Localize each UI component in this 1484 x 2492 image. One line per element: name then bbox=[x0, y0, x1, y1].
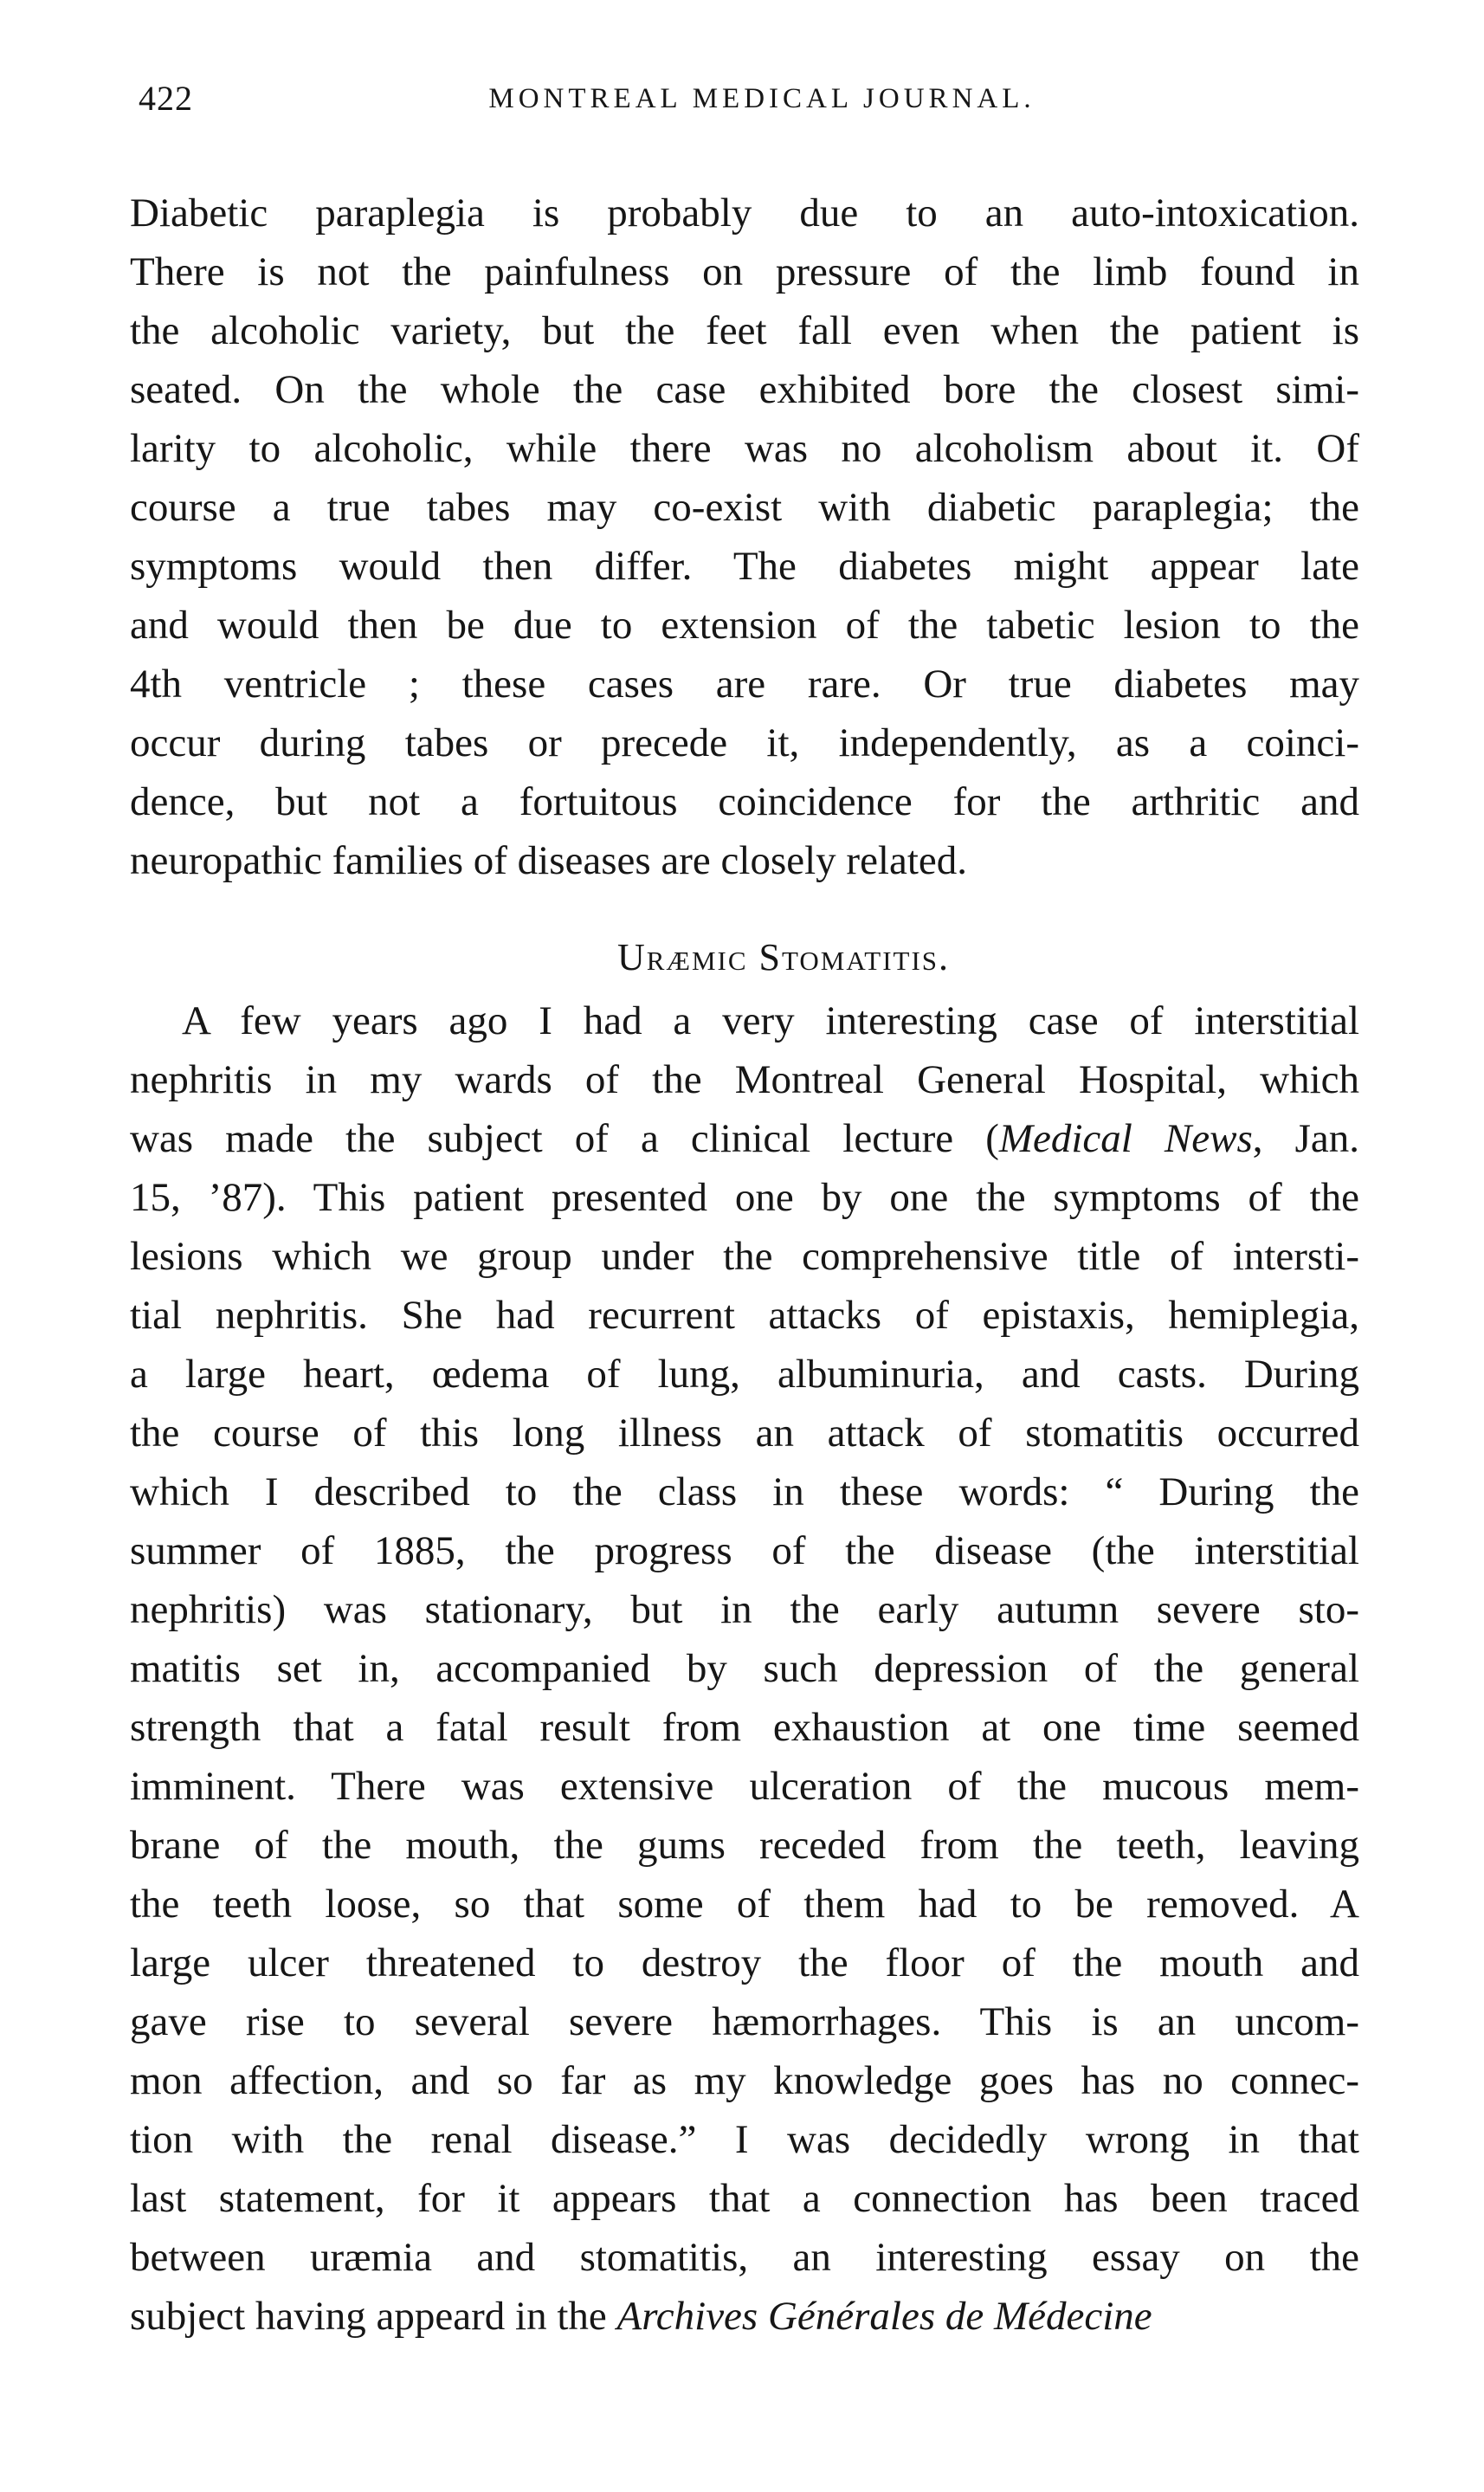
text-line: summer of 1885, the progress of the disease (the interstitial bbox=[130, 1528, 1359, 1573]
text-segment: , Jan. bbox=[1252, 1116, 1360, 1161]
page bbox=[130, 69, 1359, 2346]
text-line: 15, ’87). This patient presented one by one the symptoms of the bbox=[130, 1175, 1359, 1220]
text-line: tial nephritis. She had recurrent attacks of epistaxis, hemiplegia, bbox=[130, 1293, 1359, 1338]
running-head bbox=[130, 69, 1359, 130]
text-line: A few years ago I had a very interesting case of interstitial bbox=[182, 998, 1359, 1043]
text-line: large ulcer threatened to destroy the floor of the mouth and bbox=[130, 1940, 1359, 1985]
text-line: lesions which we group under the comprehensive title of intersti- bbox=[130, 1234, 1359, 1279]
text-line: between uræmia and stomatitis, an interesting essay on the bbox=[130, 2235, 1359, 2280]
text-segment: subject having appeard in the bbox=[130, 2294, 617, 2339]
text-line: larity to alcoholic, while there was no alcoholism about it. Of bbox=[130, 426, 1359, 471]
text-line: neuropathic families of diseases are closely related. bbox=[130, 838, 968, 883]
text-segment: was made the subject of a clinical lecture ( bbox=[130, 1116, 999, 1161]
text-line: seated. On the whole the case exhibited bore the closest simi- bbox=[130, 367, 1359, 412]
text-line: nephritis in my wards of the Montreal General Hospital, which bbox=[130, 1057, 1359, 1102]
text-line: the alcoholic variety, but the feet fall even when the patient is bbox=[130, 308, 1359, 353]
text-line: symptoms would then differ. The diabetes might appear late bbox=[130, 544, 1359, 589]
text-line: the teeth loose, so that some of them had to be removed. A bbox=[130, 1882, 1359, 1927]
page-number: 422 bbox=[139, 79, 193, 118]
text-line: occur during tabes or precede it, independently, as a coinci- bbox=[130, 720, 1359, 765]
text-line: dence, but not a fortuitous coincidence for the arthritic and bbox=[130, 779, 1359, 824]
paragraph-uraemic-stomatitis bbox=[130, 991, 1359, 2346]
text-line: matitis set in, accompanied by such depression of the general bbox=[130, 1646, 1359, 1691]
text-line: the course of this long illness an attack of stomatitis occurred bbox=[130, 1411, 1359, 1456]
text-line: which I described to the class in these words: “ During the bbox=[130, 1469, 1359, 1514]
journal-citation: Archives Générales de Médecine bbox=[616, 2294, 1152, 2339]
text-line: nephritis) was stationary, but in the early autumn severe sto- bbox=[130, 1587, 1359, 1632]
paragraph-diabetic-paraplegia bbox=[130, 184, 1359, 890]
text-line: imminent. There was extensive ulceration of the mucous mem- bbox=[130, 1764, 1359, 1809]
text-line-citation bbox=[130, 2287, 1359, 2346]
text-line: course a true tabes may co-exist with diabetic paraplegia; the bbox=[130, 485, 1359, 530]
text-line: last statement, for it appears that a connection has been traced bbox=[130, 2176, 1359, 2221]
section-heading: Uræmic Stomatitis. bbox=[616, 936, 951, 978]
journal-citation: Medical News bbox=[998, 1116, 1253, 1161]
text-line-citation bbox=[130, 1109, 1359, 1168]
text-line: and would then be due to extension of the tabetic lesion to the bbox=[130, 603, 1359, 648]
text-line: There is not the painfulness on pressure of the limb found in bbox=[130, 249, 1359, 294]
text-line: mon affection, and so far as my knowledge goes has no connec- bbox=[130, 2058, 1359, 2103]
journal-title: MONTREAL MEDICAL JOURNAL. bbox=[488, 83, 1036, 114]
text-line: 4th ventricle ; these cases are rare. Or true diabetes may bbox=[130, 662, 1359, 707]
text-line: Diabetic paraplegia is probably due to an auto-intoxication. bbox=[130, 190, 1359, 236]
text-line: gave rise to several severe hæmorrhages. This is an uncom- bbox=[130, 1999, 1359, 2044]
text-line: a large heart, œdema of lung, albuminuria, and casts. During bbox=[130, 1352, 1359, 1397]
text-line: brane of the mouth, the gums receded from the teeth, leaving bbox=[130, 1823, 1359, 1868]
text-line: tion with the renal disease.” I was decidedly wrong in that bbox=[130, 2117, 1359, 2162]
text-line: strength that a fatal result from exhaustion at one time seemed bbox=[130, 1705, 1359, 1750]
